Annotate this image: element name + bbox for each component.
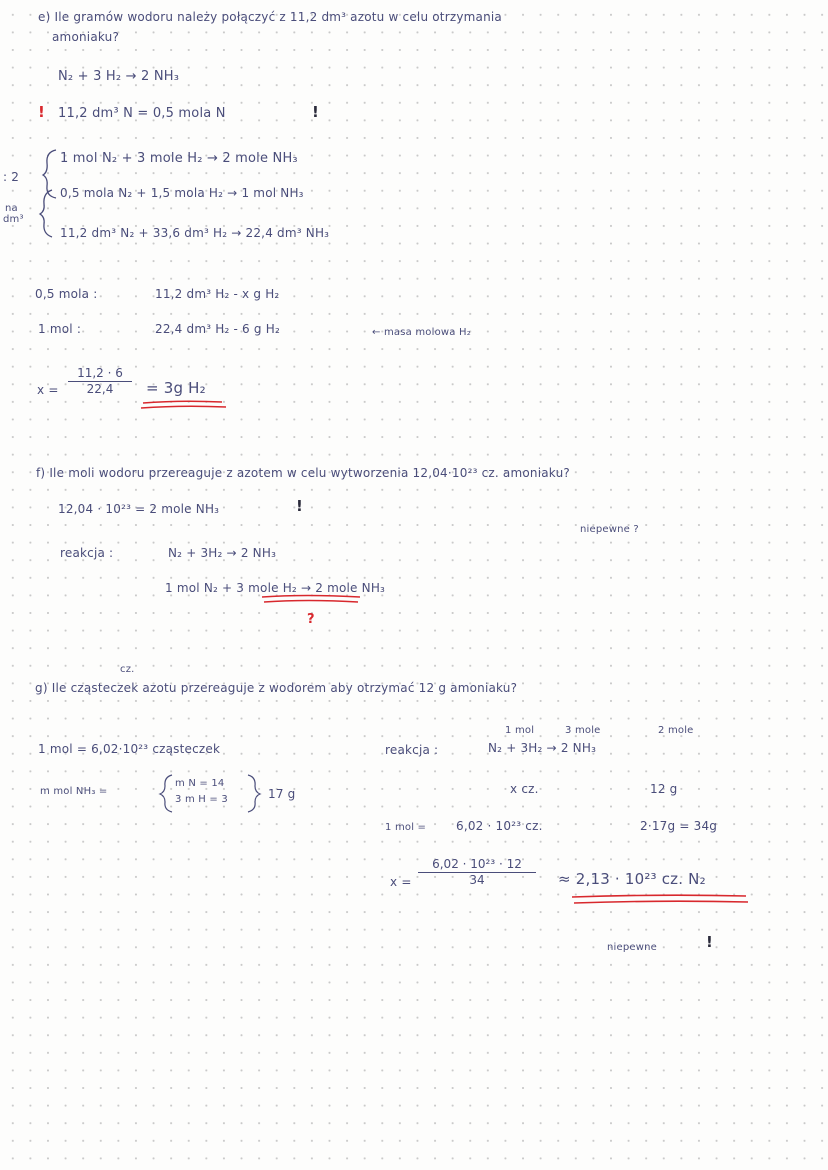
result-g: ≈ 2,13 · 10²³ cz. N₂ [558,870,706,888]
brace-molar-left [160,775,172,812]
reaction-f: N₂ + 3H₂ → 2 NH₃ [168,546,277,560]
question-e-line1: e) Ile gramów wodoru należy połączyć z 11,2 dm³ azotu w celu otrzymania [38,10,502,24]
brace-mN: m N = 14 [175,778,225,789]
small-1mol: 1 mol [505,725,535,736]
brace-divide [43,150,56,198]
underline-result-e-2 [141,406,226,408]
x-label-g: x = [390,875,412,889]
ratio-line-3: 11,2 dm³ N₂ + 33,6 dm³ H₂ → 22,4 dm³ NH₃ [60,226,330,240]
molar-label: m mol NH₃ = [40,786,108,797]
exclamation-mark-right: ! [312,103,320,121]
underline-result-g-2 [574,901,748,903]
note-e: 11,2 dm³ N = 0,5 mola N [58,106,226,121]
fraction-g [418,857,536,888]
line-f-1: 12,04 · 10²³ = 2 mole NH₃ [58,502,220,516]
underline-3mole-2 [264,601,358,603]
proportion-1-right: 11,2 dm³ H₂ - x g H₂ [155,287,280,301]
row-avogadro: 6,02 · 10²³ cz. [456,819,543,833]
ratio-line-2: 0,5 mola N₂ + 1,5 mola H₂ → 1 mol NH₃ [60,186,304,200]
fraction-e-denominator: 22,4 [86,382,114,396]
row-1mol: 1 mol = [385,822,427,833]
small-2mole: 2 mole [658,725,694,736]
brace-na-dm3 [40,190,52,237]
fraction-g-numerator: 6,02 · 10²³ · 12 [418,857,536,873]
underline-result-g [572,895,746,897]
x-label-e: x = [37,383,59,397]
proportion-2-right: 22,4 dm³ H₂ - 6 g H₂ [155,322,280,336]
exclamation-mark: ! [38,103,46,121]
proportion-1-left: 0,5 mola : [35,287,98,301]
small-3mole: 3 mole [565,725,601,736]
divide-label: : 2 [3,170,20,184]
brace-mH: 3 m H = 3 [175,794,228,805]
ratio-line-1: 1 mol N₂ + 3 mole H₂ → 2 mole NH₃ [60,151,298,166]
question-e-line2: amoniaku? [52,30,120,44]
reaction-label-f: reakcja : [60,546,114,560]
exclamation-mark-g: ! [706,933,714,951]
dm3-label: dm³ [3,214,24,225]
equation-e: N₂ + 3 H₂ → 2 NH₃ [58,69,180,84]
fraction-e-numerator: 11,2 · 6 [68,366,132,382]
fraction-g-denominator: 34 [469,873,485,887]
exclamation-mark-f: ! [296,497,304,515]
proportion-2-left: 1 mol : [38,322,82,336]
question-mark-f: ? [307,612,315,627]
row-34: 2·17g = 34g [640,819,718,833]
row-12g: 12 g [650,782,678,796]
reaction-g: N₂ + 3H₂ → 2 NH₃ [488,741,597,755]
question-g: g) Ile cząsteczek azotu przereaguje z wodorem aby otrzymać 12 g amoniaku? [35,681,518,695]
mol-definition: 1 mol = 6,02·10²³ cząsteczek [38,742,221,756]
uncertain-label-f: niepewne ? [580,524,639,535]
proportion-2-note: ← masa molowa H₂ [372,327,471,338]
fraction-e [68,366,132,397]
result-e: = 3g H₂ [146,379,206,397]
underline-result-e [143,401,222,403]
reaction-label-g: reakcja : [385,743,439,757]
brace-molar-right [248,775,260,812]
molar-result: 17 g [268,787,296,801]
ratio-f: 1 mol N₂ + 3 mole H₂ → 2 mole NH₃ [165,581,386,595]
uncertain-label-g: niepewne [607,942,658,953]
cz-abbrev: cz. [120,664,135,675]
na-label: na [5,203,18,214]
row-x: x cz. [510,782,539,796]
question-f: f) Ile moli wodoru przereaguje z azotem w celu wytworzenia 12,04·10²³ cz. amoniaku? [36,466,570,480]
